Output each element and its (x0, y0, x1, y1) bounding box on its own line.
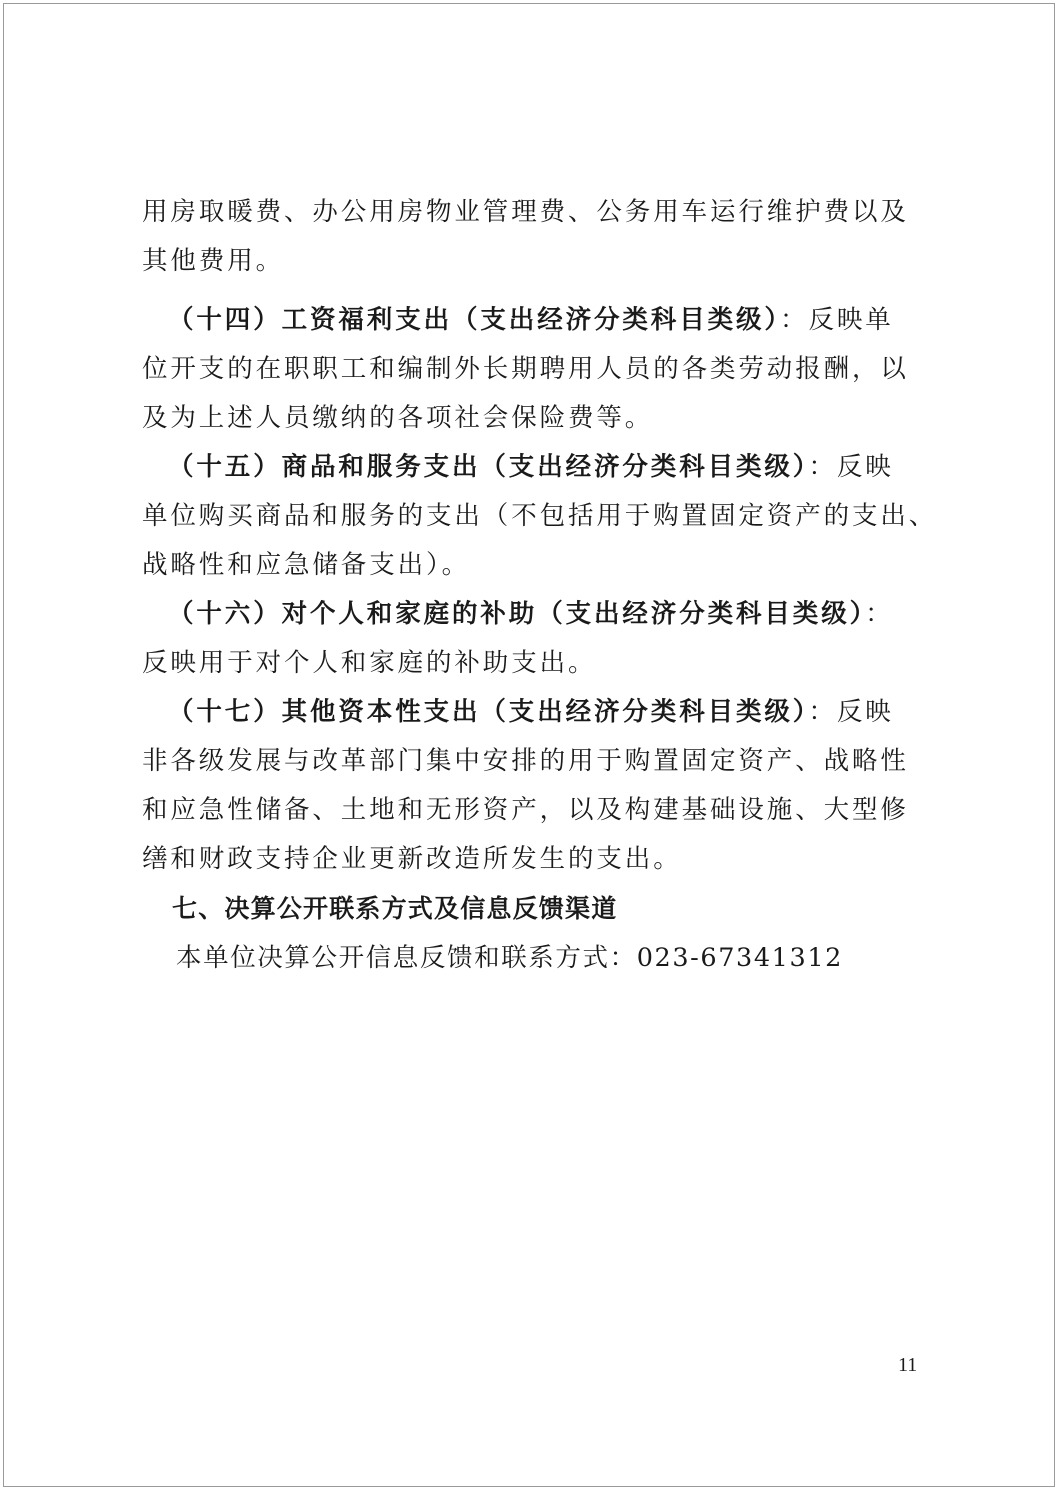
paragraph-line: 和应急性储备、土地和无形资产，以及构建基础设施、大型修 (142, 795, 909, 825)
section-17-title: （十七）其他资本性支出（支出经济分类科目类级） (168, 697, 809, 727)
paragraph-line: 反映用于对个人和家庭的补助支出。 (142, 648, 597, 678)
section-15-text: ：反映 (808, 452, 894, 482)
contact-line: 本单位决算公开信息反馈和联系方式：023-67341312 (176, 943, 843, 973)
paragraph-line: 单位购买商品和服务的支出（不包括用于购置固定资产的支出、 (142, 501, 938, 531)
section-14-line (168, 304, 894, 336)
section-15-title: （十五）商品和服务支出（支出经济分类科目类级） (168, 452, 809, 482)
paragraph-line: 位开支的在职职工和编制外长期聘用人员的各类劳动报酬，以 (142, 354, 909, 384)
paragraph-line: 及为上述人员缴纳的各项社会保险费等。 (142, 403, 654, 433)
page-number: 11 (898, 1354, 918, 1376)
section-14-title: （十四）工资福利支出（支出经济分类科目类级） (168, 305, 781, 335)
paragraph-line: 用房取暖费、办公用房物业管理费、公务用车运行维护费以及 (142, 197, 909, 227)
paragraph-line: 非各级发展与改革部门集中安排的用于购置固定资产、战略性 (142, 746, 909, 776)
paragraph-line: 战略性和应急储备支出）。 (142, 550, 471, 580)
section-17-line (168, 696, 894, 728)
paragraph-line: 其他费用。 (142, 246, 285, 276)
paragraph-line: 缮和财政支持企业更新改造所发生的支出。 (142, 844, 682, 874)
section-16-line (168, 598, 894, 630)
section-heading: 七、决算公开联系方式及信息反馈渠道 (172, 894, 618, 923)
section-14-text: ：反映单 (780, 305, 894, 335)
section-17-text: ：反映 (808, 697, 894, 727)
section-16-text: ： (865, 599, 894, 629)
section-15-line (168, 451, 894, 483)
section-16-title: （十六）对个人和家庭的补助（支出经济分类科目类级） (168, 599, 866, 629)
